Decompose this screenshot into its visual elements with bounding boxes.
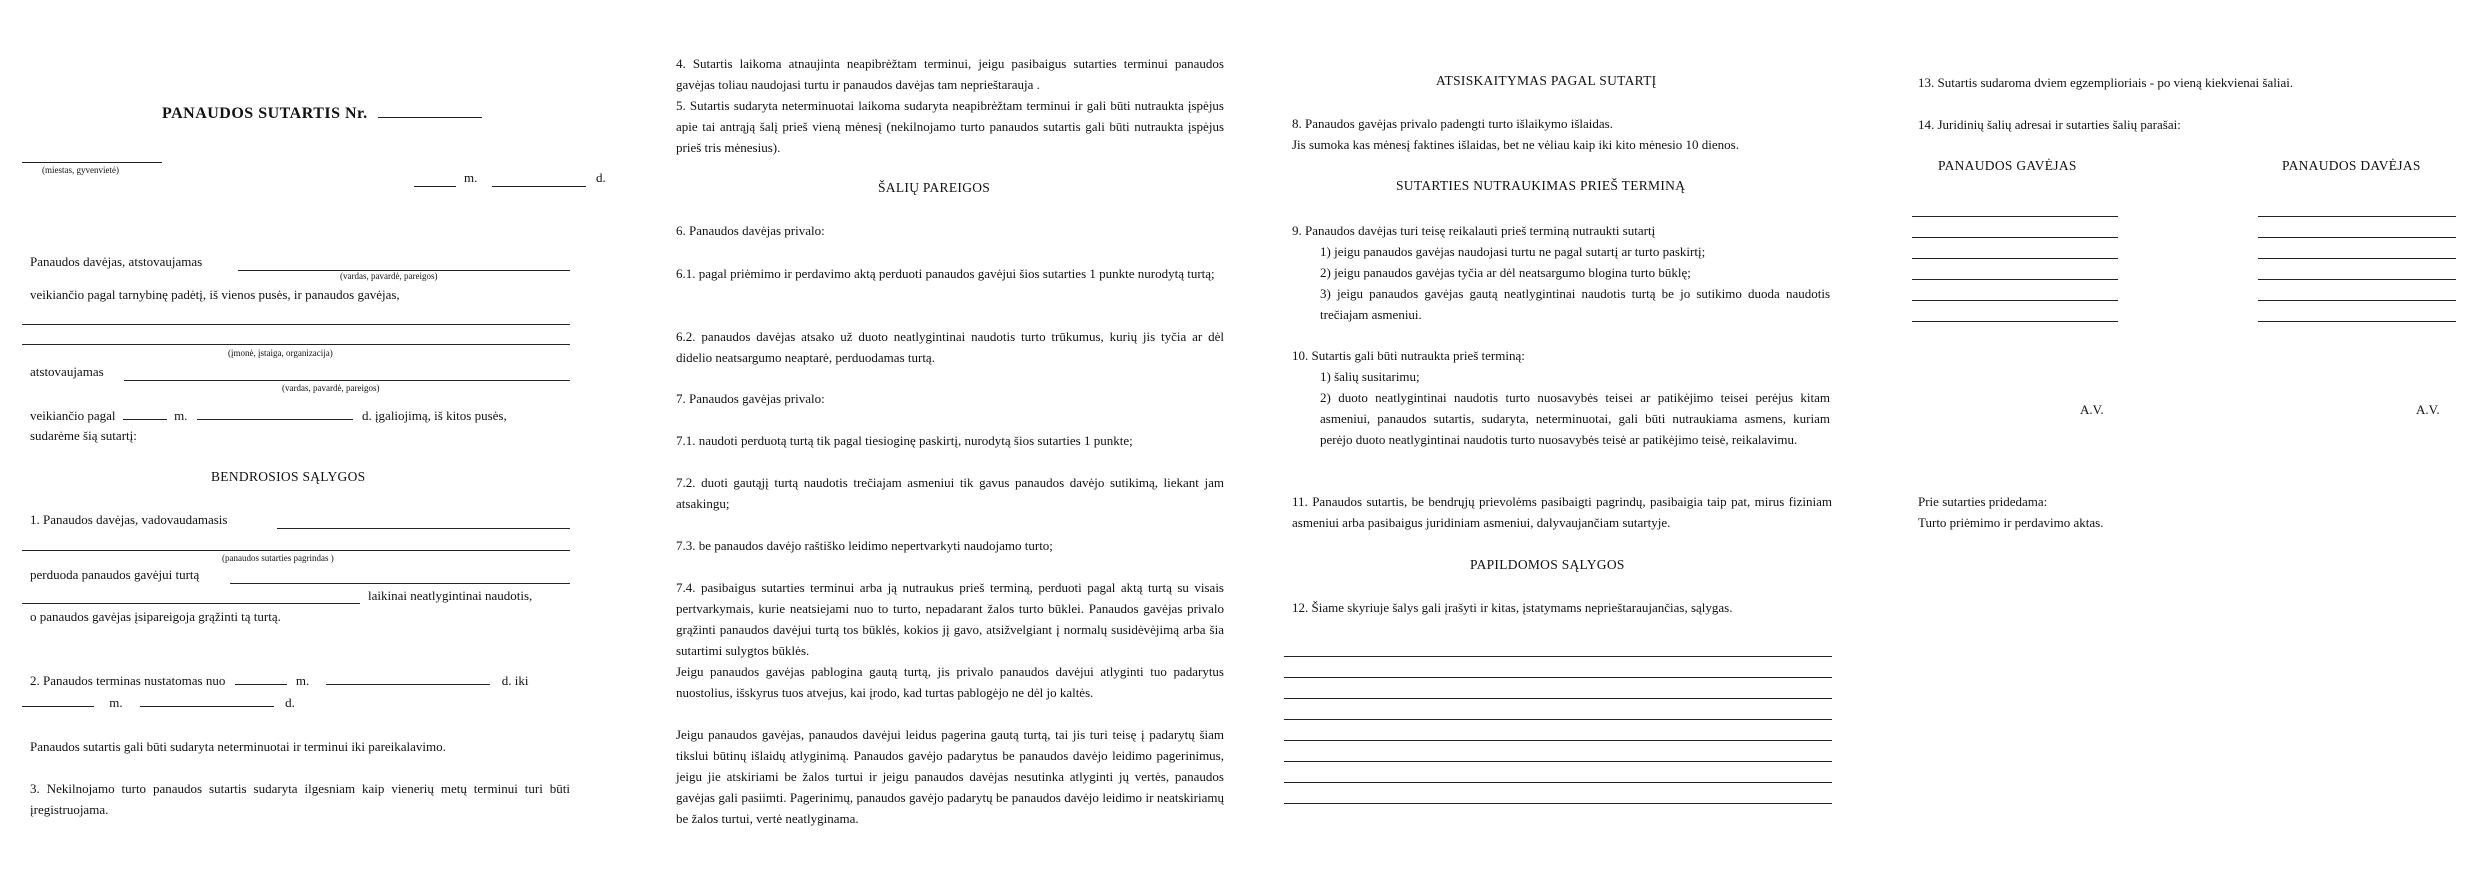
section-10: 10. Sutartis gali būti nutraukta prieš terminą:	[1292, 348, 1525, 363]
receiver-signature-line-3[interactable]	[1912, 258, 2118, 259]
section-11: 11. Panaudos sutartis, be bendrųjų prievolėms pasibaigti pagrindų, pasibaigia taip pat, mirus fiziniam asmeniui arba pasibaigus juridiniam asmeniui, dalyvaujančiam sutartyje.	[1292, 494, 1832, 530]
section-2-line-a	[30, 670, 528, 691]
giver-signature-line-1[interactable]	[2258, 216, 2456, 217]
section-7-1: 7.1. naudoti perduotą turtą tik pagal tiesioginę paskirtį, nurodytą šios sutarties 1 punkte;	[676, 433, 1133, 448]
extra-conditions-line-5[interactable]	[1284, 740, 1832, 741]
section-6: 6. Panaudos davėjas privalo:	[676, 223, 825, 238]
receiver-signature-line-4[interactable]	[1912, 279, 2118, 280]
page-1	[0, 0, 606, 892]
section-8-b: Jis sumoka kas mėnesį faktines išlaidas, bet ne vėliau kaip iki kito mėnesio 10 dienos.	[1292, 137, 1739, 152]
extra-conditions-heading: PAPILDOMOS SĄLYGOS	[1470, 557, 1625, 572]
section-9-1: 1) jeigu panaudos gavėjas naudojasi turtu ne pagal sutartį ar turto paskirtį;	[1320, 244, 1706, 259]
section-2-day-unit: d. iki	[501, 673, 529, 688]
contract-title	[162, 103, 482, 123]
lender-label: Panaudos davėjas, atstovaujamas	[30, 254, 203, 269]
extra-conditions-line-1[interactable]	[1284, 656, 1832, 657]
acting2-line	[30, 405, 507, 426]
page-4	[1900, 0, 2488, 892]
section-13: 13. Sutartis sudaroma dviem egzemplioriais - po vieną kiekvienai šaliai.	[1918, 75, 2294, 90]
page-3	[1260, 0, 1880, 892]
acting2-conclusion: sudarėme šią sutartį:	[30, 428, 137, 443]
seal-right: A.V.	[2416, 402, 2440, 417]
section-12: 12. Šiame skyriuje šalys gali įrašyti ir kitas, įstatymams neprieštaraujančias, sąlygas.	[1292, 600, 1733, 615]
section-1-line-c: laikinai neatlygintinai naudotis,	[368, 588, 533, 603]
date-year-field[interactable]	[414, 186, 456, 187]
section-2-line-b	[22, 692, 295, 713]
date-month-field[interactable]	[492, 186, 586, 187]
extra-conditions-line-3[interactable]	[1284, 698, 1832, 699]
section-10-1: 1) šalių susitarimu;	[1320, 369, 1420, 384]
extra-conditions-line-6[interactable]	[1284, 761, 1832, 762]
section-6-1: 6.1. pagal priėmimo ir perdavimo aktą perduoti panaudos gavėjui šios sutarties 1 punkte nurodytą turtą;	[676, 266, 1215, 281]
receiver-field-2[interactable]	[22, 344, 570, 345]
giver-signature-line-3[interactable]	[2258, 258, 2456, 259]
date-year-unit: m.	[464, 170, 478, 185]
section-9-2: 2) jeigu panaudos gavėjas tyčia ar dėl neatsargumo blogina turto būklę;	[1320, 265, 1691, 280]
caption-name-2: (vardas, pavardė, pareigos)	[282, 383, 380, 393]
extra-conditions-line-2[interactable]	[1284, 677, 1832, 678]
receiver-heading: PANAUDOS GAVĖJAS	[1938, 158, 2077, 173]
authorization-year-field[interactable]	[123, 405, 167, 420]
general-conditions-heading: BENDROSIOS SĄLYGOS	[211, 469, 366, 484]
section-9-3: 3) jeigu panaudos gavėjas gautą neatlygintinai naudotis turtą be jo sutikimo duoda naudotis trečiajam asmeniui.	[1320, 286, 1830, 322]
term-start-year-field[interactable]	[235, 670, 287, 685]
acting2-prefix: veikiančio pagal	[30, 408, 116, 423]
receiver-signature-line-5[interactable]	[1912, 300, 2118, 301]
section-6-2: 6.2. panaudos davėjas atsako už duoto neatlygintinai naudotis turto trūkumus, kurių jis tyčia ar dėl didelio neatsargumo neaptarė, perduodamas turtą.	[676, 329, 1224, 365]
termination-heading: SUTARTIES NUTRAUKIMAS PRIEŠ TERMINĄ	[1396, 178, 1686, 193]
section-7: 7. Panaudos gavėjas privalo:	[676, 391, 825, 406]
section-3: 3. Nekilnojamo turto panaudos sutartis sudaryta ilgesniam kaip vienerių metų terminui turi būti įregistruojama.	[30, 781, 570, 817]
authorization-month-field[interactable]	[197, 405, 353, 420]
section-1-line-d: o panaudos gavėjas įsipareigoja grąžinti tą turtą.	[30, 609, 281, 624]
attached-label: Prie sutarties pridedama:	[1918, 494, 2048, 509]
section-9: 9. Panaudos davėjas turi teisę reikalauti prieš terminą nutraukti sutartį	[1292, 223, 1656, 238]
place-caption: (miestas, gyvenvietė)	[42, 165, 119, 175]
page-2	[620, 0, 1240, 892]
property-field-2[interactable]	[22, 603, 360, 604]
section-7-3: 7.3. be panaudos davėjo raštiško leidimo nepertvarkyti naudojamo turto;	[676, 538, 1053, 553]
acting2-suffix: d. įgaliojimą, iš kitos pusės,	[361, 408, 507, 423]
caption-name-1: (vardas, pavardė, pareigos)	[340, 271, 438, 281]
represented-label: atstovaujamas	[30, 364, 104, 379]
contract-title-text: PANAUDOS SUTARTIS Nr.	[162, 105, 368, 122]
section-2-end-year-unit: m.	[109, 695, 123, 710]
section-1-line-b: perduoda panaudos gavėjui turtą	[30, 567, 200, 582]
settlement-heading: ATSISKAITYMAS PAGAL SUTARTĮ	[1436, 73, 1657, 88]
acting2-year-unit: m.	[174, 408, 188, 423]
date-day-unit: d.	[596, 170, 606, 185]
indefinite-term-note: Panaudos sutartis gali būti sudaryta neterminuotai ir terminui iki pareikalavimo.	[30, 739, 446, 754]
section-2-year-unit: m.	[295, 673, 310, 688]
giver-heading: PANAUDOS DAVĖJAS	[2282, 158, 2421, 173]
property-field-1[interactable]	[230, 583, 570, 584]
section-14: 14. Juridinių šalių adresai ir sutarties šalių parašai:	[1918, 117, 2181, 132]
attached-item: Turto priėmimo ir perdavimo aktas.	[1918, 515, 2104, 530]
section-10-2: 2) duoto neatlygintinai naudotis turto nuosavybės teisei ar patikėjimo teisei perėjus kitam asmeniui, panaudos sutartis, sudaryta, neterminuotai, gali būti nutraukiama asmens, kuriam perėjo duoto neatlygintinai naudotis turto nuosavybės teisė ar patikėjimo teisė, reikalavimu.	[1320, 390, 1830, 447]
duties-heading: ŠALIŲ PAREIGOS	[878, 180, 991, 195]
giver-signature-line-5[interactable]	[2258, 300, 2456, 301]
term-end-month-field[interactable]	[140, 692, 274, 707]
receiver-signature-line-2[interactable]	[1912, 237, 2118, 238]
section-7-4-damage: Jeigu panaudos gavėjas pablogina gautą turtą, jis privalo panaudos davėjui atlyginti tuo padarytus nuostolius, išskyrus tuos atvejus, kai įrodo, kad turtas pablogėjo ne dėl jo kaltės.	[676, 664, 1224, 700]
term-end-year-field[interactable]	[22, 692, 94, 707]
receiver-representative-field[interactable]	[124, 380, 570, 381]
receiver-signature-line-6[interactable]	[1912, 321, 2118, 322]
acting-line: veikiančio pagal tarnybinę padėtį, iš vienos pusės, ir panaudos gavėjas,	[30, 287, 400, 302]
contract-number-field[interactable]	[378, 103, 482, 118]
section-5: 5. Sutartis sudaryta neterminuotai laikoma sudaryta neapibrėžtam terminui ir gali būti nutraukta įspėjus apie tai antrąją šalį prieš vieną mėnesį (nekilnojamo turto panaudos sutartis gali būti nutraukta įspėjus prieš tris mėnesius).	[676, 98, 1224, 155]
section-7-4: 7.4. pasibaigus sutarties terminui arba ją nutraukus prieš terminą, perduoti pagal aktą turtą su visais pertvarkymais, kurie neatsiejami nuo to turto, nepadarant žalos turto būklei. Panaudos gavėjas privalo grąžinti panaudos davėjui turtą tos būklės, kokios jį gavo, atsižvelgiant į normalų susidėvėjimą arba šia sutartimi sulygtos būklės.	[676, 580, 1224, 658]
caption-company: (įmonė, įstaiga, organizacija)	[228, 348, 333, 358]
section-8-a: 8. Panaudos gavėjas privalo padengti turto išlaikymo išlaidas.	[1292, 116, 1613, 131]
giver-signature-line-6[interactable]	[2258, 321, 2456, 322]
section-2-end-day-unit: d.	[285, 695, 295, 710]
section-7-2: 7.2. duoti gautąjį turtą naudotis trečiajam asmeniui tik gavus panaudos davėjo sutikimą, liekant jam atsakingu;	[676, 475, 1224, 511]
caption-basis: (panaudos sutarties pagrindas )	[222, 553, 334, 563]
section-7-4-improvements: Jeigu panaudos gavėjas, panaudos davėjui leidus pagerina gautą turtą, tai jis turi teisę į padarytų šiam tikslui būtinų išlaidų atlyginimą. Panaudos gavėjo padarytus be panaudos davėjo leidimo pagerinimus, jeigu jie atskiriami be žalos turtui ir jeigu panaudos davėjas nesutinka atlyginti jų vertės, panaudos gavėjas gali pasiimti. Pagerinimų, panaudos gavėjo padarytų be panaudos davėjo leidimo ir neatskiriamų be žalos turtui, vertė neatlyginama.	[676, 727, 1224, 826]
section-1-line-a: 1. Panaudos davėjas, vadovaudamasis	[30, 512, 228, 527]
basis-field-2[interactable]	[22, 550, 570, 551]
extra-conditions-line-7[interactable]	[1284, 782, 1832, 783]
receiver-signature-line-1[interactable]	[1912, 216, 2118, 217]
term-start-month-field[interactable]	[326, 670, 490, 685]
receiver-field-1[interactable]	[22, 324, 570, 325]
extra-conditions-line-4[interactable]	[1284, 719, 1832, 720]
extra-conditions-line-8[interactable]	[1284, 803, 1832, 804]
basis-field-1[interactable]	[277, 528, 570, 529]
section-2-prefix: 2. Panaudos terminas nustatomas nuo	[30, 673, 226, 688]
section-4: 4. Sutartis laikoma atnaujinta neapibrėžtam terminui, jeigu pasibaigus sutarties terminui panaudos gavėjas toliau naudojasi turtu ir panaudos davėjas tam neprieštarauja .	[676, 56, 1224, 92]
giver-signature-line-4[interactable]	[2258, 279, 2456, 280]
seal-left: A.V.	[2080, 402, 2104, 417]
place-field[interactable]	[22, 162, 162, 163]
giver-signature-line-2[interactable]	[2258, 237, 2456, 238]
